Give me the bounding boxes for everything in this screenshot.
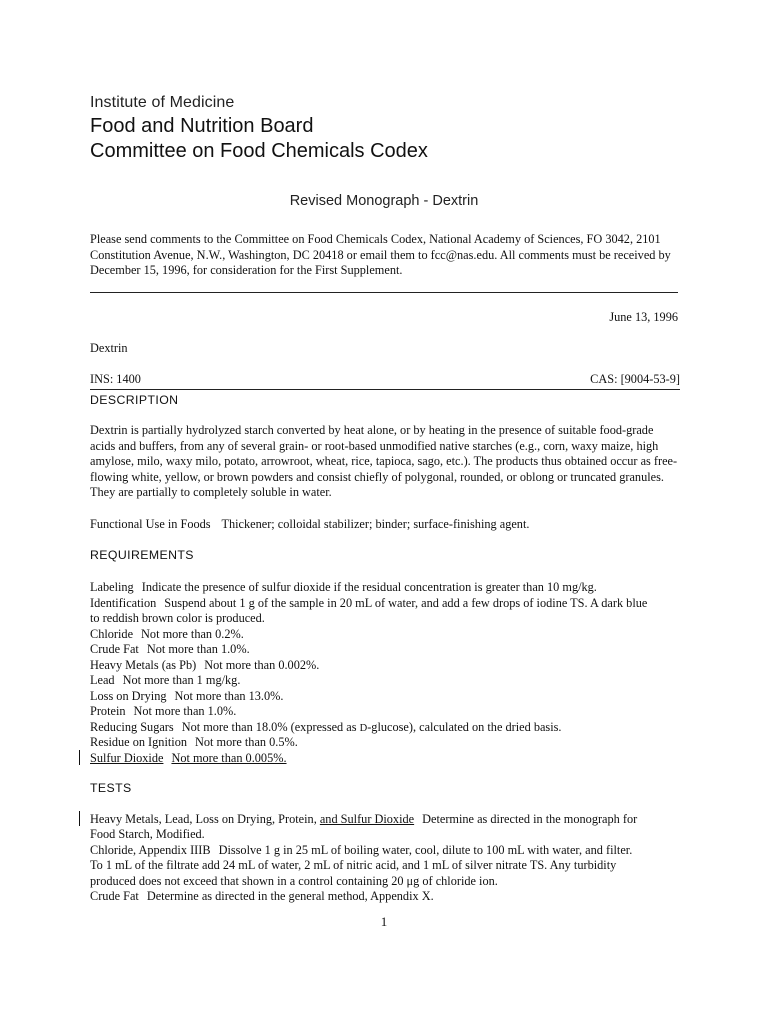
req-identification-label: Identification	[90, 596, 157, 610]
req-labeling-text: Indicate the presence of sulfur dioxide if the residual concentration is greater than 10 mg/kg.	[141, 580, 597, 594]
req-loss-on-drying-text: Not more than 13.0%.	[174, 689, 284, 703]
req-residue-text: Not more than 0.5%.	[195, 735, 298, 749]
req-chloride	[90, 627, 690, 642]
test-chloride	[90, 843, 690, 858]
test-heavy-metals-text-b: Determine as directed in the monograph for	[422, 812, 638, 826]
test-chloride-text-2: To 1 mL of the filtrate add 24 mL of water, 2 mL of nitric acid, and 1 mL of silver nitrate TS. Any turbidity	[90, 858, 617, 872]
req-crude-fat	[90, 642, 690, 657]
functional-use-label: Functional Use in Foods	[90, 517, 211, 531]
req-lead-text: Not more than 1 mg/kg.	[122, 673, 241, 687]
test-chloride-text-3: produced does not exceed that shown in a control containing 20 μg of chloride ion.	[90, 874, 498, 888]
institute-name: Institute of Medicine	[90, 94, 235, 111]
revision-bar	[79, 750, 80, 765]
req-identification-cont	[90, 611, 690, 626]
req-protein-label: Protein	[90, 704, 126, 718]
test-crude-fat	[90, 889, 690, 904]
test-heavy-metals-text-a: Heavy Metals, Lead, Loss on Drying, Protein,	[90, 812, 320, 826]
req-protein	[90, 704, 690, 719]
test-chloride-cont-1	[90, 858, 690, 873]
committee-name: Committee on Food Chemicals Codex	[90, 140, 428, 162]
req-heavy-metals-text: Not more than 0.002%.	[204, 658, 320, 672]
test-heavy-metals	[90, 812, 690, 827]
req-sulfur-dioxide	[90, 751, 690, 766]
req-reducing-sugars-smallcap: D	[359, 723, 368, 734]
req-residue	[90, 735, 690, 750]
req-sulfur-dioxide-label: Sulfur Dioxide	[90, 751, 164, 765]
horizontal-rule	[90, 292, 678, 293]
comment-notice: Please send comments to the Committee on Food Chemicals Codex, National Academy of Sciences, FO 3042, 2101 Constitution Avenue, N.W., Washington, DC 20418 or email them to fcc@nas.edu. All comments must be received by December 15, 1996, for consideration for the First Supplement.	[90, 232, 671, 277]
test-heavy-metals-underlined: and Sulfur Dioxide	[319, 812, 415, 826]
req-labeling-label: Labeling	[90, 580, 134, 594]
req-lead	[90, 673, 690, 688]
req-protein-text: Not more than 1.0%.	[133, 704, 237, 718]
ins-number: INS: 1400	[90, 372, 141, 386]
functional-use-line	[90, 517, 690, 532]
board-name: Food and Nutrition Board	[90, 115, 314, 137]
req-lead-label: Lead	[90, 673, 115, 687]
test-crude-fat-label: Crude Fat	[90, 889, 139, 903]
revision-bar	[79, 811, 80, 826]
req-identification-text: Suspend about 1 g of the sample in 20 mL of water, and add a few drops of iodine TS. A dark blue	[164, 596, 648, 610]
req-residue-label: Residue on Ignition	[90, 735, 188, 749]
description-text: Dextrin is partially hydrolyzed starch converted by heat alone, or by heating in the presence of suitable food-grade acids and buffers, from any of several grain- or root-based unmodified native starches (e.g., corn, waxy maize, high amylose, milo, waxy milo, potato, arrowroot, wheat, rice, tapioca, sago, etc.). The products thus obtained occur as free-flowing white, yellow, or brown powders and consist chiefly of polygonal, rounded, or oblong or truncated granules. They are partially to completely soluble in water.	[90, 423, 678, 499]
ins-cas-row	[90, 372, 680, 390]
description-heading: DESCRIPTION	[90, 393, 179, 407]
test-heavy-metals-cont	[90, 827, 690, 842]
tests-heading: TESTS	[90, 781, 132, 795]
req-sulfur-dioxide-text: Not more than 0.005%.	[171, 751, 287, 765]
test-chloride-label: Chloride, Appendix IIIB	[90, 843, 211, 857]
req-reducing-sugars-label: Reducing Sugars	[90, 720, 174, 734]
req-heavy-metals	[90, 658, 690, 673]
req-reducing-sugars	[90, 720, 690, 735]
substance-name: Dextrin	[90, 341, 128, 355]
req-labeling	[90, 580, 690, 595]
req-heavy-metals-label: Heavy Metals (as Pb)	[90, 658, 197, 672]
test-crude-fat-text: Determine as directed in the general method, Appendix X.	[146, 889, 434, 903]
test-chloride-text-1: Dissolve 1 g in 25 mL of boiling water, cool, dilute to 100 mL with water, and filter.	[218, 843, 633, 857]
functional-use-text: Thickener; colloidal stabilizer; binder; surface-finishing agent.	[221, 517, 530, 531]
req-crude-fat-label: Crude Fat	[90, 642, 139, 656]
req-chloride-label: Chloride	[90, 627, 134, 641]
document-date: June 13, 1996	[609, 310, 678, 324]
test-chloride-cont-2	[90, 874, 690, 889]
page-number: 1	[380, 914, 388, 929]
requirements-heading: REQUIREMENTS	[90, 548, 194, 562]
req-loss-on-drying	[90, 689, 690, 704]
req-loss-on-drying-label: Loss on Drying	[90, 689, 167, 703]
req-chloride-text: Not more than 0.2%.	[141, 627, 244, 641]
cas-number: CAS: [9004-53-9]	[590, 372, 680, 386]
req-identification	[90, 596, 690, 611]
req-crude-fat-text: Not more than 1.0%.	[146, 642, 250, 656]
monograph-title: Revised Monograph - Dextrin	[289, 193, 479, 209]
req-reducing-sugars-text-b: -glucose), calculated on the dried basis.	[367, 720, 562, 734]
req-reducing-sugars-text-a: Not more than 18.0% (expressed as	[181, 720, 360, 734]
test-heavy-metals-text-c: Food Starch, Modified.	[90, 827, 205, 841]
req-identification-text-2: to reddish brown color is produced.	[90, 611, 265, 625]
